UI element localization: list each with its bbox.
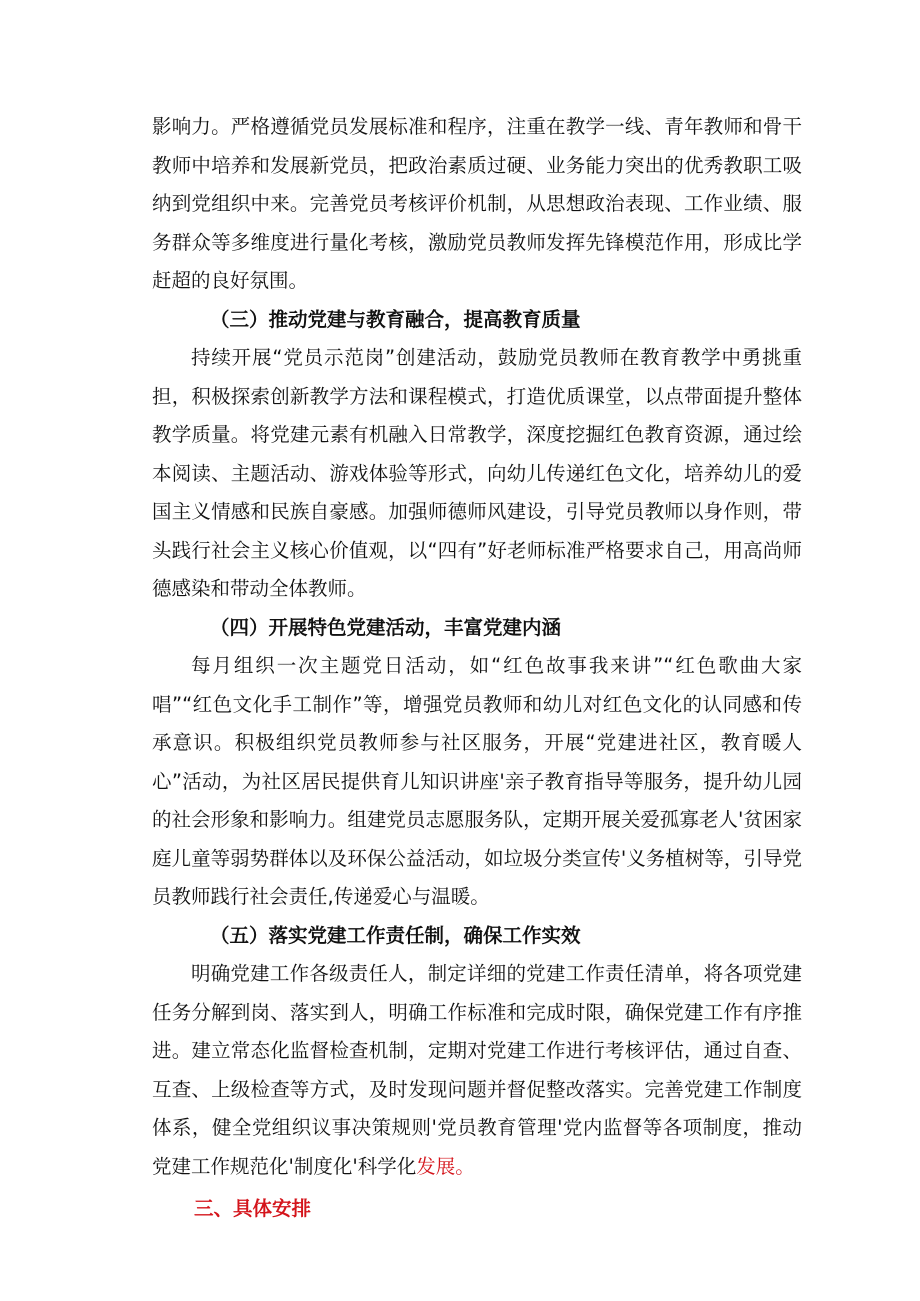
paragraph-education-integration: 持续开展“党员示范岗”创建活动，鼓励党员教师在教育教学中勇挑重担，积极探索创新教学方法和课程模式，打造优质课堂，以点带面提升整体教学质量。将党建元素有机融入日常教学，深度挖掘红色教育资源，通过绘本阅读、主题活动、游戏体验等形式，向幼儿传递红色文化，培养幼儿的爱国主义情感和民族自豪感。加强师德师风建设，引导党员教师以身作则，带头践行社会主义核心价值观，以“四有”好老师标准严格要求自己，用高尚师德感染和带动全体教师。 [152,346,802,600]
paragraph-responsibility-red-text: 发展。 [416,1154,475,1178]
heading-section-3-education-integration: （三）推动党建与教育融合，提高教育质量 [210,307,581,331]
heading-section-4-special-activities: （四）开展特色党建活动，丰富党建内涵 [210,615,562,639]
paragraph-responsibility [152,955,802,1186]
document-page [152,108,802,1229]
paragraph-responsibility-text: 明确党建工作各级责任人，制定详细的党建工作责任清单，将各项党建任务分解到岗、落实到人，明确工作标准和完成时限，确保党建工作有序推进。建立常态化监督检查机制，定期对党建工作进行考核评估，通过自查、互查、上级检查等方式，及时发现问题并督促整改落实。完善党建工作制度体系，健全党组织议事决策规则'党员教育管理'党内监督等各项制度，推动党建工作规范化'制度化'科学化 [152,962,802,1178]
paragraph-party-member-development: 影响力。严格遵循党员发展标准和程序，注重在教学一线、青年教师和骨干教师中培养和发展新党员，把政治素质过硬、业务能力突出的优秀教职工吸纳到党组织中来。完善党员考核评价机制，从思想政治表现、工作业绩、服务群众等多维度进行量化考核，激励党员教师发挥先锋模范作用，形成比学赶超的良好氛围。 [152,115,802,292]
heading-section-5-responsibility: （五）落实党建工作责任制，确保工作实效 [210,923,581,947]
section-title-specific-arrangements: 三、具体安排 [194,1197,312,1220]
paragraph-special-activities: 每月组织一次主题党日活动，如“红色故事我来讲”“红色歌曲大家唱”“红色文化手工制作”等，增强党员教师和幼儿对红色文化的认同感和传承意识。积极组织党员教师参与社区服务，开展“党建进社区，教育暖人心”活动，为社区居民提供育儿知识讲座'亲子教育指导等服务，提升幼儿园的社会形象和影响力。组建党员志愿服务队，定期开展关爱孤寡老人'贫困家庭儿童等弱势群体以及环保公益活动，如垃圾分类宣传'义务植树等，引导党员教师践行社会责任,传递爱心与温暖。 [152,654,802,908]
